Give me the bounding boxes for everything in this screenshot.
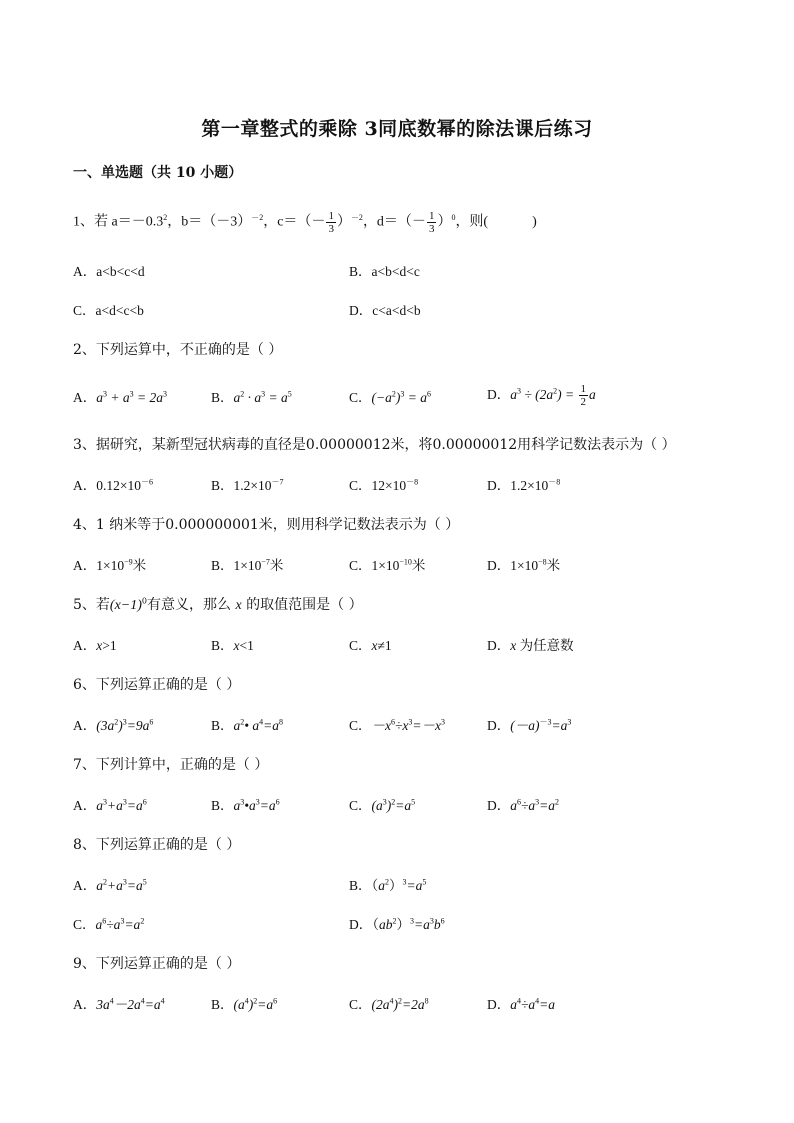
option-c[interactable]: C．$1\times 10^{-10}$米 bbox=[349, 557, 426, 573]
option-c[interactable]: C．a<d<c<b bbox=[73, 303, 144, 318]
option-b[interactable]: B．$(a^4)^2=a^6$ bbox=[211, 996, 278, 1012]
question-8-stem: 8、下列运算正确的是（ ） bbox=[73, 837, 241, 853]
option-c[interactable]: C．$a^6\div a^3=a^2$ bbox=[73, 916, 145, 932]
option-c[interactable]: C．$12\times 10^{-8}$ bbox=[349, 477, 419, 493]
question-3-stem: 3、据研究，某新型冠状病毒的直径是0.00000012米，将0.00000012用科学记数法表示为（ ） bbox=[73, 437, 676, 453]
question-5-options bbox=[73, 634, 733, 656]
option-a[interactable]: A．a<b<c<d bbox=[73, 264, 145, 279]
question-9-options bbox=[73, 993, 733, 1015]
question-2-stem: 2、下列运算中，不正确的是（ ） bbox=[73, 342, 283, 358]
question-1-options-row2 bbox=[73, 299, 733, 321]
option-c[interactable]: C．x≠1 bbox=[349, 638, 392, 653]
option-a[interactable]: A．$a^3 + a^3 = 2a^3$ bbox=[73, 389, 167, 405]
option-d[interactable]: D．$1.2\times 10^{-8}$ bbox=[487, 477, 561, 493]
option-d[interactable]: D．$a^6\div a^3=a^2$ bbox=[487, 797, 560, 813]
option-c[interactable]: C．$(2a^4)^2=2a^8$ bbox=[349, 996, 429, 1012]
question-8-options-row1 bbox=[73, 874, 733, 896]
option-b[interactable]: B．$a^2•$ $a^4=a^8$ bbox=[211, 717, 283, 733]
option-b[interactable]: B．$1.2\times 10^{-7}$ bbox=[211, 477, 284, 493]
question-4-stem: 4、1 纳米等于0.000000001米，则用科学记数法表示为（ ） bbox=[73, 517, 460, 533]
option-d[interactable]: D．$a^4\div a^4=a$ bbox=[487, 996, 556, 1012]
fraction: $\frac{1}{3}$ bbox=[328, 210, 334, 235]
fraction: $\frac{1}{2}$ bbox=[580, 383, 587, 409]
question-4-options bbox=[73, 554, 733, 576]
question-5-stem: 5、若$(x-1)^0$有意义，那么 x 的取值范围是（ ） bbox=[73, 596, 363, 613]
option-b[interactable]: B．$1\times 10^{-7}$米 bbox=[211, 557, 284, 573]
option-c[interactable]: C．$(-a^2)^3 = a^6$ bbox=[349, 389, 431, 405]
option-b[interactable]: B．x<1 bbox=[211, 638, 254, 653]
option-d[interactable]: D．c<a<d<b bbox=[349, 303, 421, 318]
option-a[interactable]: A．x>1 bbox=[73, 638, 117, 653]
question-7-options bbox=[73, 794, 733, 816]
question-3-options bbox=[73, 474, 733, 496]
option-c[interactable]: C．$(a^3)^2=a^5$ bbox=[349, 797, 416, 813]
question-9-stem: 9、下列运算正确的是（ ） bbox=[73, 956, 241, 972]
option-d[interactable]: D．x 为任意数 bbox=[487, 638, 574, 653]
question-6-stem: 6、下列运算正确的是（ ） bbox=[73, 677, 241, 693]
question-2-options bbox=[73, 383, 733, 409]
option-a[interactable]: A．$a^3+a^3=a^6$ bbox=[73, 797, 147, 813]
fraction: $\frac{1}{3}$ bbox=[428, 210, 435, 235]
section-heading: 一、单选题（共 10 小题） bbox=[73, 165, 243, 181]
option-b[interactable]: B．$(a^2)^3=a^5$ bbox=[349, 877, 427, 893]
option-d[interactable]: D．$(-a)^{-3}=a^3$ bbox=[487, 717, 572, 733]
option-a[interactable]: A．$1\times 10^{-9}$米 bbox=[73, 557, 147, 573]
option-a[interactable]: A．$(3a^2)^3=9a^6$ bbox=[73, 717, 154, 733]
question-1-stem: 1、若 $a=-0.3^2$，$b=(-3)^{-2}$，c＝（－ $\frac{1}{3}$ ）$^{-2}$，d＝（－ $\frac{1}{3}$ ）$^0$，则( ) bbox=[73, 210, 537, 235]
question-6-options bbox=[73, 714, 733, 736]
question-7-stem: 7、下列计算中，正确的是（ ） bbox=[73, 757, 269, 773]
option-b[interactable]: B．$a^3•a^3=a^6$ bbox=[211, 797, 280, 813]
option-d[interactable]: D．$a^3 \div (2a^2)$ = $\frac{1}{2}$ a bbox=[487, 383, 596, 409]
option-c[interactable]: C．$-x^6\div x^3=-x^3$ bbox=[349, 717, 446, 733]
option-d[interactable]: D．$1\times 10^{-8}$米 bbox=[487, 557, 561, 573]
question-1-options-row1 bbox=[73, 260, 733, 282]
option-a[interactable]: A．$a^2+a^3=a^5$ bbox=[73, 877, 147, 893]
option-b[interactable]: B．$a^2 \cdot a^3 = a^5$ bbox=[211, 389, 292, 405]
page-title: 第一章整式的乘除 3同底数幂的除法课后练习 bbox=[201, 118, 593, 140]
option-d[interactable]: D．$(ab^2)^3=a^3b^6$ bbox=[349, 916, 445, 932]
option-a[interactable]: A．$0.12\times 10^{-6}$ bbox=[73, 477, 153, 493]
option-b[interactable]: B．a<b<d<c bbox=[349, 264, 420, 279]
question-8-options-row2 bbox=[73, 913, 733, 935]
option-a[interactable]: A．$3a^4-2a^4=a^4$ bbox=[73, 996, 165, 1012]
